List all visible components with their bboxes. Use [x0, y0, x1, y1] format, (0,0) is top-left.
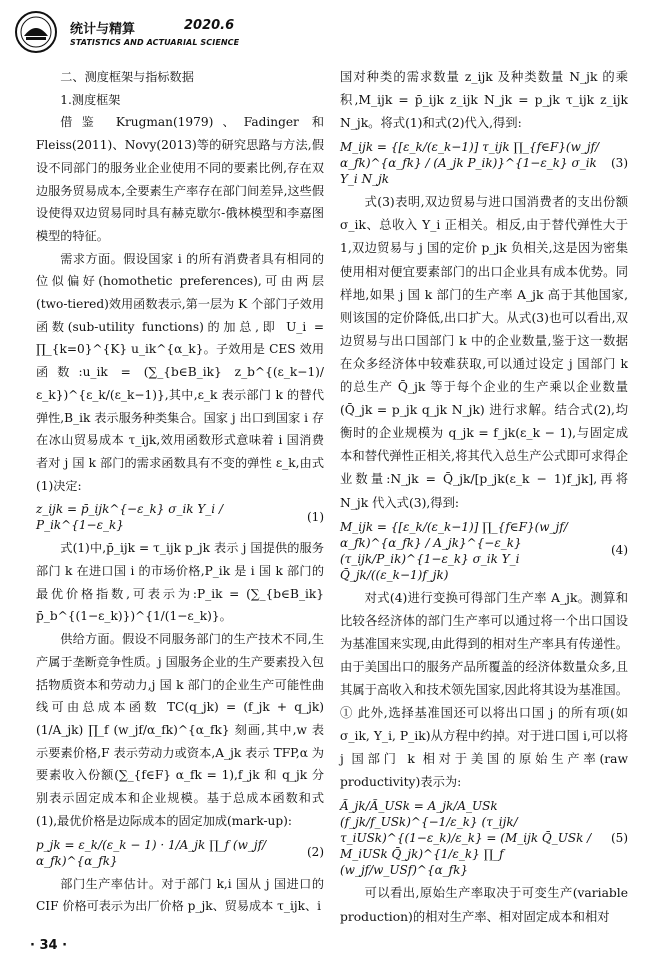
- journal-title: 统计与精算: [70, 22, 136, 37]
- paragraph: 借鉴 Krugman(1979)、Fadinger 和 Fleiss(2011)、Novy(2013)等的研究思路与方法,假设不同部门的服务业企业使用不同的要素比例,存在双边服务贸易成本,全要素生产率存在部门间差异,这些假设使得双边贸易同时具有赫克歇尔-俄林模型和李嘉图模型的特征。: [36, 115, 324, 243]
- right-column: [340, 66, 628, 929]
- equation-number: (3): [611, 155, 628, 170]
- equation-body: M_ijk = {[ε_k/(ε_k−1)] ∏_{f∈F}(w_jf/α_fk)^{α_fk} / A_jk}^{−ε_k} (τ_ijk/P_ik)^{1−ε_k} σ_ik Y_i Q̄_jk/((ε_k−1)f_jk): [340, 519, 568, 582]
- equation-5: [340, 798, 628, 878]
- equation-number: (4): [611, 543, 628, 558]
- paragraph: 对式(4)进行变换可得部门生产率 A_jk。测算和比较各经济体的部门生产率可以通过将一个出口国设为基准国来实现,由此得到的相对生产率具有传递性。由于美国出口的服务产品所覆盖的经济体数量众多,且其属于高收入和技术领先国家,因此将其设为基准国。① 此外,选择基准国还可以将出口国 j 的所有项(如 σ_ik, Y_i, P_ik)从方程中约掉。对于进口国 i,可以将 j 国部门 k 相对于美国的原始生产率(raw productivity)表示为:: [340, 590, 628, 790]
- equation-number: (5): [611, 830, 628, 845]
- equation-body: p_jk = ε_k/(ε_k − 1) · 1/A_jk ∏_f (w_jf/α_fk)^{α_fk}: [36, 837, 267, 868]
- page-number: · 34 ·: [30, 938, 68, 953]
- paragraph: 可以看出,原始生产率取决于可变生产(variable production)的相对生产率、相对固定成本和相对: [340, 886, 628, 924]
- journal-logo-icon: [14, 10, 58, 54]
- paragraph: 供给方面。假设不同服务部门的生产技术不同,生产属于垄断竞争性质。j 国服务企业的生产要素投入包括物质资本和劳动力,j 国 k 部门的企业生产可能性曲线可由总成本函数 TC(q_jk) = (f_jk + q_jk) (1/A_jk) ∏_f (w_jf/α_fk)^{α_fk} 刻画,其中,w 表示要素价格,F 表示劳动力或资本,A_jk 表示 TFP,α 为要素收入份额(∑_{f∈F} α_fk = 1),f_jk 和 q_jk 分别表示固定成本和企业规模。基于总成本函数和式(1),最优价格是边际成本的固定加成(mark-up):: [36, 632, 324, 828]
- section-heading: 二、测度框架与指标数据: [60, 70, 194, 84]
- subsection-heading: 1.测度框架: [60, 92, 121, 107]
- left-column: [36, 66, 324, 918]
- paragraph: 式(1)中,p̄_ijk = τ_ijk p_jk 表示 j 国提供的服务部门 k 在进口国 i 的市场价格,P_ik 是 i 国 k 部门的最优价格指数,可表示为:P_ik = (∑_{b∈B_ik} p̄_b^{(1−ε_k)})^{1/(1−ε_k)}。: [36, 541, 324, 624]
- equation-2: [36, 837, 324, 869]
- equation-3: [340, 139, 628, 187]
- paragraph: 式(3)表明,双边贸易与进口国消费者的支出份额 σ_ik、总收入 Y_i 正相关。相反,由于替代弹性大于1,双边贸易与 j 国的定价 p_jk 负相关,这是因为密集使用相对便宜要素部门的出口企业具有成本优势。同样地,如果 j 国 k 部门的生产率 A_jk 高于其他国家,则该国的定价降低,出口扩大。从式(3)也可以看出,双边贸易与出口国部门 k 中的企业数量,鉴于这一数据在众多经济体中较难获取,可以通过设定 j 国部门 k 的总生产 Q̄_jk 等于每个企业的生产乘以企业数量 (Q̄_jk = p_jk q_jk N_jk) 进行求解。结合式(2),均衡时的企业规模为 q_jk = f_jk(ε_k − 1),与固定成本和替代弹性正相关,将其代入总生产公式即可求得企业数量:N_jk = Q̄_jk/[p_jk(ε_k − 1)f_jk],再将 N_jk 代入式(3),得到:: [340, 195, 628, 510]
- equation-body: M_ijk = {[ε_k/(ε_k−1)] τ_ijk ∏_{f∈F}(w_jf/α_fk)^{α_fk} / (A_jk P_ik)}^{1−ε_k} σ_ik Y_i N_jk: [340, 140, 600, 187]
- equation-number: (2): [307, 845, 324, 860]
- issue-number: 2020.6: [184, 18, 235, 33]
- equation-4: [340, 519, 628, 583]
- journal-english-title: STATISTICS AND ACTUARIAL SCIENCE: [70, 38, 240, 47]
- paragraph: 国对种类的需求数量 z_ijk 及种类数量 N_jk 的乘积,M_ijk = p̄_ijk z_ijk N_jk = p_jk τ_ijk z_ijk N_jk。将式(1)和式(2)代入,得到:: [340, 70, 628, 131]
- equation-number: (1): [307, 510, 324, 524]
- paragraph: 部门生产率估计。对于部门 k,i 国从 j 国进口的 CIF 价格可表示为出厂价格 p_jk、贸易成本 τ_ijk、i: [36, 876, 324, 914]
- paragraph: 需求方面。假设国家 i 的所有消费者具有相同的位似偏好(homothetic preferences),可由两层(two-tiered)效用函数表示,第一层为 K 个部门子效用函数(sub-utility functions)的加总,即 U_i = ∏_{k=0}^{K} u_ik^{α_k}。子效用是 CES 效用函数:u_ik = (∑_{b∈B_ik} z_b^{(ε_k−1)/ε_k})^{ε_k/(ε_k−1)},其中,ε_k 表示部门 k 的替代弹性,B_ik 表示服务种类集合。国家 j 出口到国家 i 存在冰山贸易成本 τ_ijk,效用函数形式意味着 i 国消费者对 j 国 k 部门的需求函数具有不变的弹性 ε_k,由式(1)决定:: [36, 251, 324, 493]
- equation-1: [36, 501, 324, 533]
- equation-body: z_ijk = p̄_ijk^{−ε_k} σ_ik Y_i / P_ik^{1−ε_k}: [36, 502, 223, 533]
- page-header: [14, 10, 636, 58]
- equation-body: Ã_jk/Ã_USk = A_jk/A_USk (f_jk/f_USk)^{−1/ε_k} (τ_ijk/τ_iUSk)^{(1−ε_k)/ε_k} = (M_ijk Q̄_USk / M_iUSk Q̄_jk)^{1/ε_k} ∏_f (w_jf/w_USf)^{α_fk}: [340, 799, 592, 878]
